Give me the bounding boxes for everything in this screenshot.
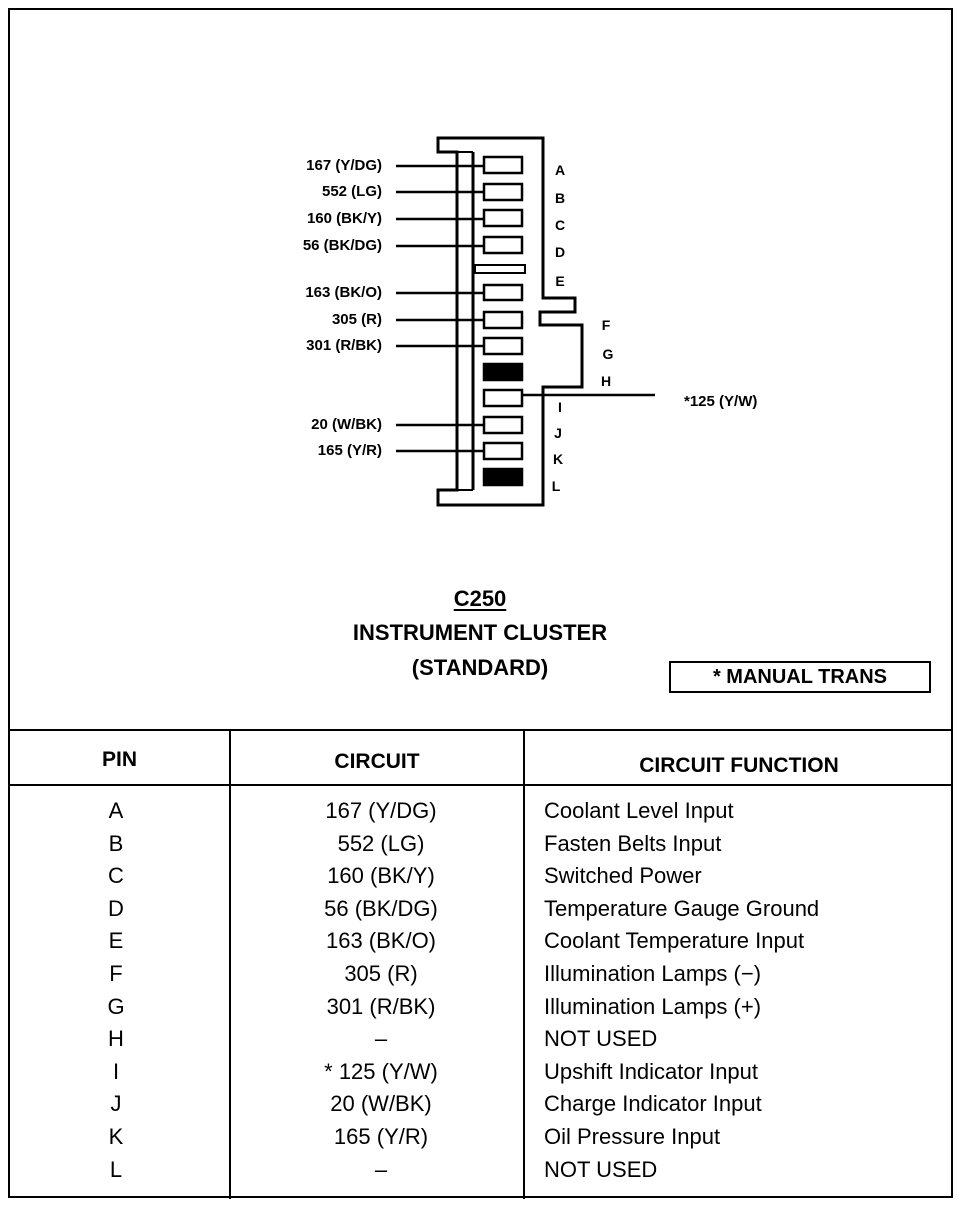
- terminal-cavity-k: [484, 443, 522, 459]
- connector-id: C250: [453, 586, 507, 611]
- pin-letter-i: I: [558, 399, 562, 415]
- header-function: CIRCUIT FUNCTION: [639, 754, 839, 777]
- table-row: [0, 1157, 960, 1190]
- note-box: * MANUAL TRANS: [669, 661, 931, 693]
- cell-circuit: –: [374, 1156, 388, 1182]
- diagram-title: INSTRUMENT CLUSTER: [352, 620, 608, 645]
- table-row: [0, 1026, 960, 1059]
- cell-circuit: 20 (W/BK): [330, 1091, 432, 1117]
- pin-letter-f: F: [601, 317, 611, 333]
- cell-pin: H: [108, 1026, 124, 1052]
- cell-function: Temperature Gauge Ground: [544, 895, 820, 921]
- table-row: [0, 863, 960, 896]
- wire-label-e: 163 (BK/O): [305, 284, 382, 301]
- cell-circuit: 167 (Y/DG): [325, 798, 437, 823]
- cell-pin: I: [112, 1058, 120, 1084]
- cell-pin: J: [110, 1091, 122, 1117]
- terminal-cavity-h: [484, 364, 522, 380]
- cell-function: Switched Power: [544, 863, 702, 889]
- pin-letter-l: L: [551, 478, 561, 494]
- terminal-cavity-d: [484, 237, 522, 253]
- header-circuit: CIRCUIT: [334, 750, 420, 773]
- wire-label-a: 167 (Y/DG): [306, 157, 382, 174]
- pin-letter-j: J: [554, 425, 562, 441]
- wire-label-k: 165 (Y/R): [317, 442, 382, 459]
- cell-function: NOT USED: [544, 1156, 658, 1182]
- table-row: [0, 994, 960, 1027]
- cell-pin: D: [108, 895, 124, 921]
- cell-function: Illumination Lamps (−): [544, 961, 762, 986]
- table-row: [0, 961, 960, 994]
- cell-circuit: 163 (BK/O): [325, 928, 437, 954]
- pin-letter-e: E: [555, 273, 565, 289]
- cell-circuit: –: [374, 1026, 388, 1052]
- cell-circuit: 552 (LG): [337, 830, 425, 856]
- table-row: [0, 1059, 960, 1092]
- cell-function: Charge Indicator Input: [544, 1091, 762, 1117]
- cell-function: Coolant Level Input: [544, 798, 734, 823]
- cell-circuit: 305 (R): [344, 961, 418, 986]
- table-row: [0, 798, 960, 831]
- cell-circuit: 56 (BK/DG): [324, 895, 438, 921]
- wire-label-c: 160 (BK/Y): [306, 210, 382, 227]
- cell-circuit: 165 (Y/R): [333, 1124, 429, 1149]
- pin-letter-a: A: [554, 162, 566, 178]
- wire-leads: [396, 166, 655, 451]
- cell-circuit: 301 (R/BK): [326, 993, 436, 1019]
- cell-pin: F: [109, 961, 123, 986]
- terminal-cavity-i: [484, 390, 522, 406]
- cell-circuit: * 125 (Y/W): [324, 1058, 438, 1084]
- wire-label-b: 552 (LG): [321, 183, 382, 200]
- terminal-cavity-b: [484, 184, 522, 200]
- cell-pin: E: [108, 928, 124, 954]
- pin-letter-b: B: [554, 190, 566, 206]
- cell-pin: L: [109, 1156, 123, 1182]
- wire-label-j: 20 (W/BK): [311, 416, 382, 433]
- table-row: [0, 831, 960, 864]
- cell-pin: B: [108, 830, 124, 856]
- cell-function: Oil Pressure Input: [544, 1124, 721, 1149]
- cell-pin: A: [108, 798, 124, 823]
- table-row: [0, 1124, 960, 1157]
- cell-function: NOT USED: [544, 1026, 658, 1052]
- pin-letter-d: D: [554, 244, 566, 260]
- diagram-subtitle: (STANDARD): [411, 655, 549, 680]
- pin-letter-k: K: [552, 451, 564, 467]
- table-row: [0, 1091, 960, 1124]
- terminal-cavity-l: [484, 469, 522, 485]
- pin-letter-c: C: [554, 217, 566, 233]
- terminal-cavity-e: [475, 265, 525, 273]
- cell-pin: G: [107, 993, 125, 1019]
- wire-label-g: 301 (R/BK): [306, 337, 382, 354]
- terminal-cavity-j: [484, 417, 522, 433]
- cell-function: Coolant Temperature Input: [544, 928, 805, 954]
- cell-function: Fasten Belts Input: [544, 830, 722, 856]
- cell-function: Upshift Indicator Input: [544, 1058, 759, 1084]
- table-header-divider: [8, 784, 953, 786]
- cell-pin: K: [108, 1124, 124, 1149]
- cell-circuit: 160 (BK/Y): [327, 863, 435, 889]
- wire-label-f: 305 (R): [331, 311, 382, 328]
- table-row: [0, 928, 960, 961]
- table-top-border: [8, 729, 953, 731]
- cell-pin: C: [108, 863, 124, 889]
- terminal-cavity-f: [484, 312, 522, 328]
- table-row: [0, 896, 960, 929]
- terminal-cavity-g: [484, 338, 522, 354]
- pin-letter-h: H: [600, 373, 612, 389]
- cell-function: Illumination Lamps (+): [544, 993, 762, 1019]
- right-wire-label: *125 (Y/W): [684, 393, 758, 410]
- terminal-cavity-a: [484, 157, 522, 173]
- pin-letter-g: G: [602, 346, 614, 362]
- terminal-cavity-c: [484, 210, 522, 226]
- wire-label-d: 56 (BK/DG): [302, 237, 382, 254]
- terminal-cavity-e-box: [484, 285, 522, 300]
- header-pin: PIN: [101, 748, 137, 771]
